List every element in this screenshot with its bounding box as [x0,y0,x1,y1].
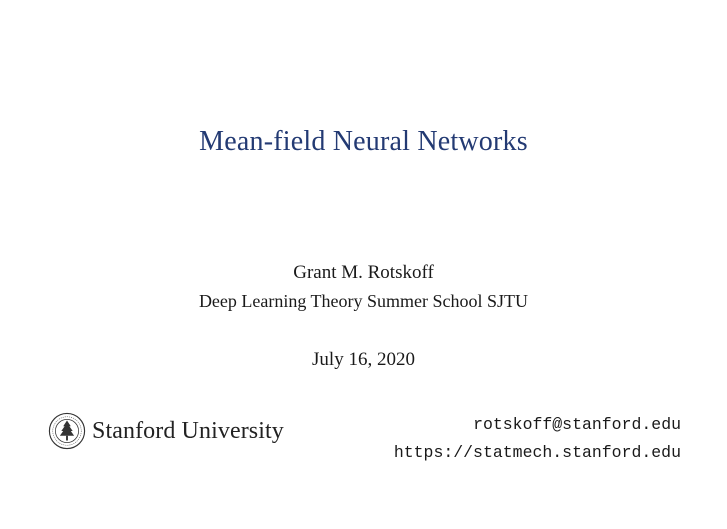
stanford-logo [48,412,284,450]
slide-title: Mean-field Neural Networks [199,126,528,157]
contact-email: rotskoff@stanford.edu [473,415,681,434]
contact-block [394,411,681,467]
author-name: Grant M. Rotskoff [293,262,434,283]
stanford-seal-icon [48,412,86,450]
logo-text: Stanford University [92,417,284,444]
contact-url: https://statmech.stanford.edu [393,443,681,462]
event-name: Deep Learning Theory Summer School SJTU [198,291,529,311]
presentation-date: July 16, 2020 [312,349,415,370]
